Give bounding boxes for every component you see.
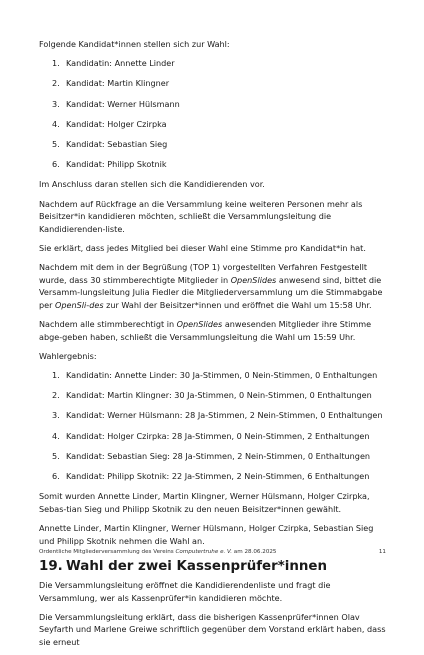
page-number: 11 — [378, 549, 386, 555]
list-text: Kandidat: Philipp Skotnik: 22 Ja-Stimmen, 2 Nein-Stimmen, 6 Enthaltungen — [66, 470, 370, 481]
list-number: 3. — [52, 98, 60, 109]
list-text: Kandidat: Werner Hülsmann — [66, 98, 180, 109]
list-text: Kandidat: Sebastian Sieg: 28 Ja-Stimmen, 2 Nein-Stimmen, 0 Enthaltungen — [66, 450, 371, 461]
section-number: 19. — [39, 559, 63, 575]
paragraph-introductions: Im Anschluss daran stellen sich die Kandidierenden vor. — [39, 179, 265, 190]
list-number: 5. — [52, 138, 60, 149]
paragraph-list-closed: Nachdem auf Rückfrage an die Versammlung keine weiteren Personen mehr als Beisitzer*in kandidieren möchten, schließt die Versammlungsleitung die Kandidierenden-liste. — [39, 198, 363, 234]
list-number: 5. — [52, 450, 60, 461]
footer-text — [39, 548, 277, 556]
text-span: anwesend sind, bittet die Versamm-lungsleitung Julia Fiedler die Mitgliederversammlung um die Stimmabgabe per — [39, 274, 383, 310]
list-number: 6. — [52, 159, 60, 170]
paragraph-auditor-info: Die Versammlungsleitung erklärt, dass die bisherigen Kassenprüfer*innen Olav Seyfarth und Marlene Greiwe schriftlich gegenüber dem Vorstand erklärt haben, dass sie erneut — [39, 611, 386, 648]
software-name: OpenSlides — [230, 274, 277, 285]
page-footer — [39, 548, 386, 556]
text-span: Nachdem mit dem in der Begrüßung (TOP 1) vorgestellten Verfahren Festgestellt wurde, dass 30 stimmberechtigte Mitglieder in — [39, 262, 368, 285]
result-item — [39, 369, 386, 382]
footer-prefix: Ordentliche Mitgliederversammlung des Vereins — [39, 549, 176, 555]
list-number: 2. — [52, 390, 60, 401]
candidate-item — [39, 118, 386, 131]
footer-org-name: Computertruhe e. V. — [175, 549, 233, 555]
list-text: Kandidatin: Annette Linder — [66, 58, 175, 69]
paragraph-elected: Somit wurden Annette Linder, Martin Klingner, Werner Hülsmann, Holger Czirpka, Sebas-tian Sieg und Philipp Skotnik zu den neuen Beisitzer*innen gewählt. — [39, 491, 370, 514]
result-list — [39, 369, 386, 483]
results-label: Wahlergebnis: — [39, 350, 97, 361]
result-item — [39, 409, 386, 422]
list-number: 2. — [52, 78, 60, 89]
section-title: Wahl der zwei Kassenprüfer*innen — [66, 559, 328, 575]
list-text: Kandidat: Holger Czirpka — [66, 118, 167, 129]
intro-paragraph: Folgende Kandidat*innen stellen sich zur Wahl: — [39, 39, 230, 49]
paragraph-auditor-call: Die Versammlungsleitung eröffnet die Kandidierendenliste und fragt die Versammlung, wer als Kassenprüfer*in kandidieren möchte. — [39, 580, 331, 603]
list-number: 6. — [52, 470, 60, 481]
page-body — [39, 38, 386, 655]
software-name: OpenSlides — [176, 319, 223, 330]
list-text: Kandidat: Holger Czirpka: 28 Ja-Stimmen, 0 Nein-Stimmen, 2 Enthaltungen — [66, 430, 370, 441]
paragraph-vote-rule: Sie erklärt, dass jedes Mitglied bei dieser Wahl eine Stimme pro Kandidat*in hat. — [39, 242, 366, 253]
candidate-list — [39, 57, 386, 171]
software-name: OpenSli-des — [55, 299, 104, 310]
list-text: Kandidat: Werner Hülsmann: 28 Ja-Stimmen, 2 Nein-Stimmen, 0 Enthaltungen — [66, 410, 383, 421]
list-text: Kandidat: Philipp Skotnik — [66, 159, 167, 170]
candidate-item — [39, 77, 386, 90]
paragraph-vote-closing — [39, 318, 386, 343]
candidate-item — [39, 57, 386, 70]
candidate-item — [39, 158, 386, 171]
list-number: 1. — [52, 370, 60, 380]
text-span: anwesenden Mitglieder ihre Stimme abge-geben haben, schließt die Versammlungsleitung die Wahl um 15:59 Uhr. — [39, 319, 372, 342]
list-number: 4. — [52, 118, 60, 129]
paragraph-accepted: Annette Linder, Martin Klingner, Werner Hülsmann, Holger Czirpka, Sebastian Sieg und Philipp Skotnik nehmen die Wahl an. — [39, 522, 374, 546]
text-span: zur Wahl der Beisitzer*innen und eröffnet die Wahl um 15:58 Uhr. — [103, 299, 372, 310]
footer-date: am 28.06.2025 — [232, 549, 277, 555]
result-item — [39, 450, 386, 463]
result-item — [39, 430, 386, 443]
list-number: 4. — [52, 430, 60, 441]
text-span: Nachdem alle stimmberechtigt in — [39, 319, 177, 330]
list-text: Kandidatin: Annette Linder: 30 Ja-Stimmen, 0 Nein-Stimmen, 0 Enthaltungen — [66, 370, 378, 380]
candidate-item — [39, 138, 386, 151]
list-text: Kandidat: Martin Klingner — [66, 78, 170, 89]
list-number: 3. — [52, 410, 60, 421]
result-item — [39, 389, 386, 402]
list-text: Kandidat: Martin Klingner: 30 Ja-Stimmen, 0 Nein-Stimmen, 0 Enthaltungen — [66, 390, 372, 401]
list-text: Kandidat: Sebastian Sieg — [66, 138, 168, 149]
result-item — [39, 470, 386, 483]
section-heading — [39, 559, 386, 575]
candidate-item — [39, 98, 386, 111]
paragraph-vote-opening — [39, 261, 386, 311]
list-number: 1. — [52, 58, 60, 69]
